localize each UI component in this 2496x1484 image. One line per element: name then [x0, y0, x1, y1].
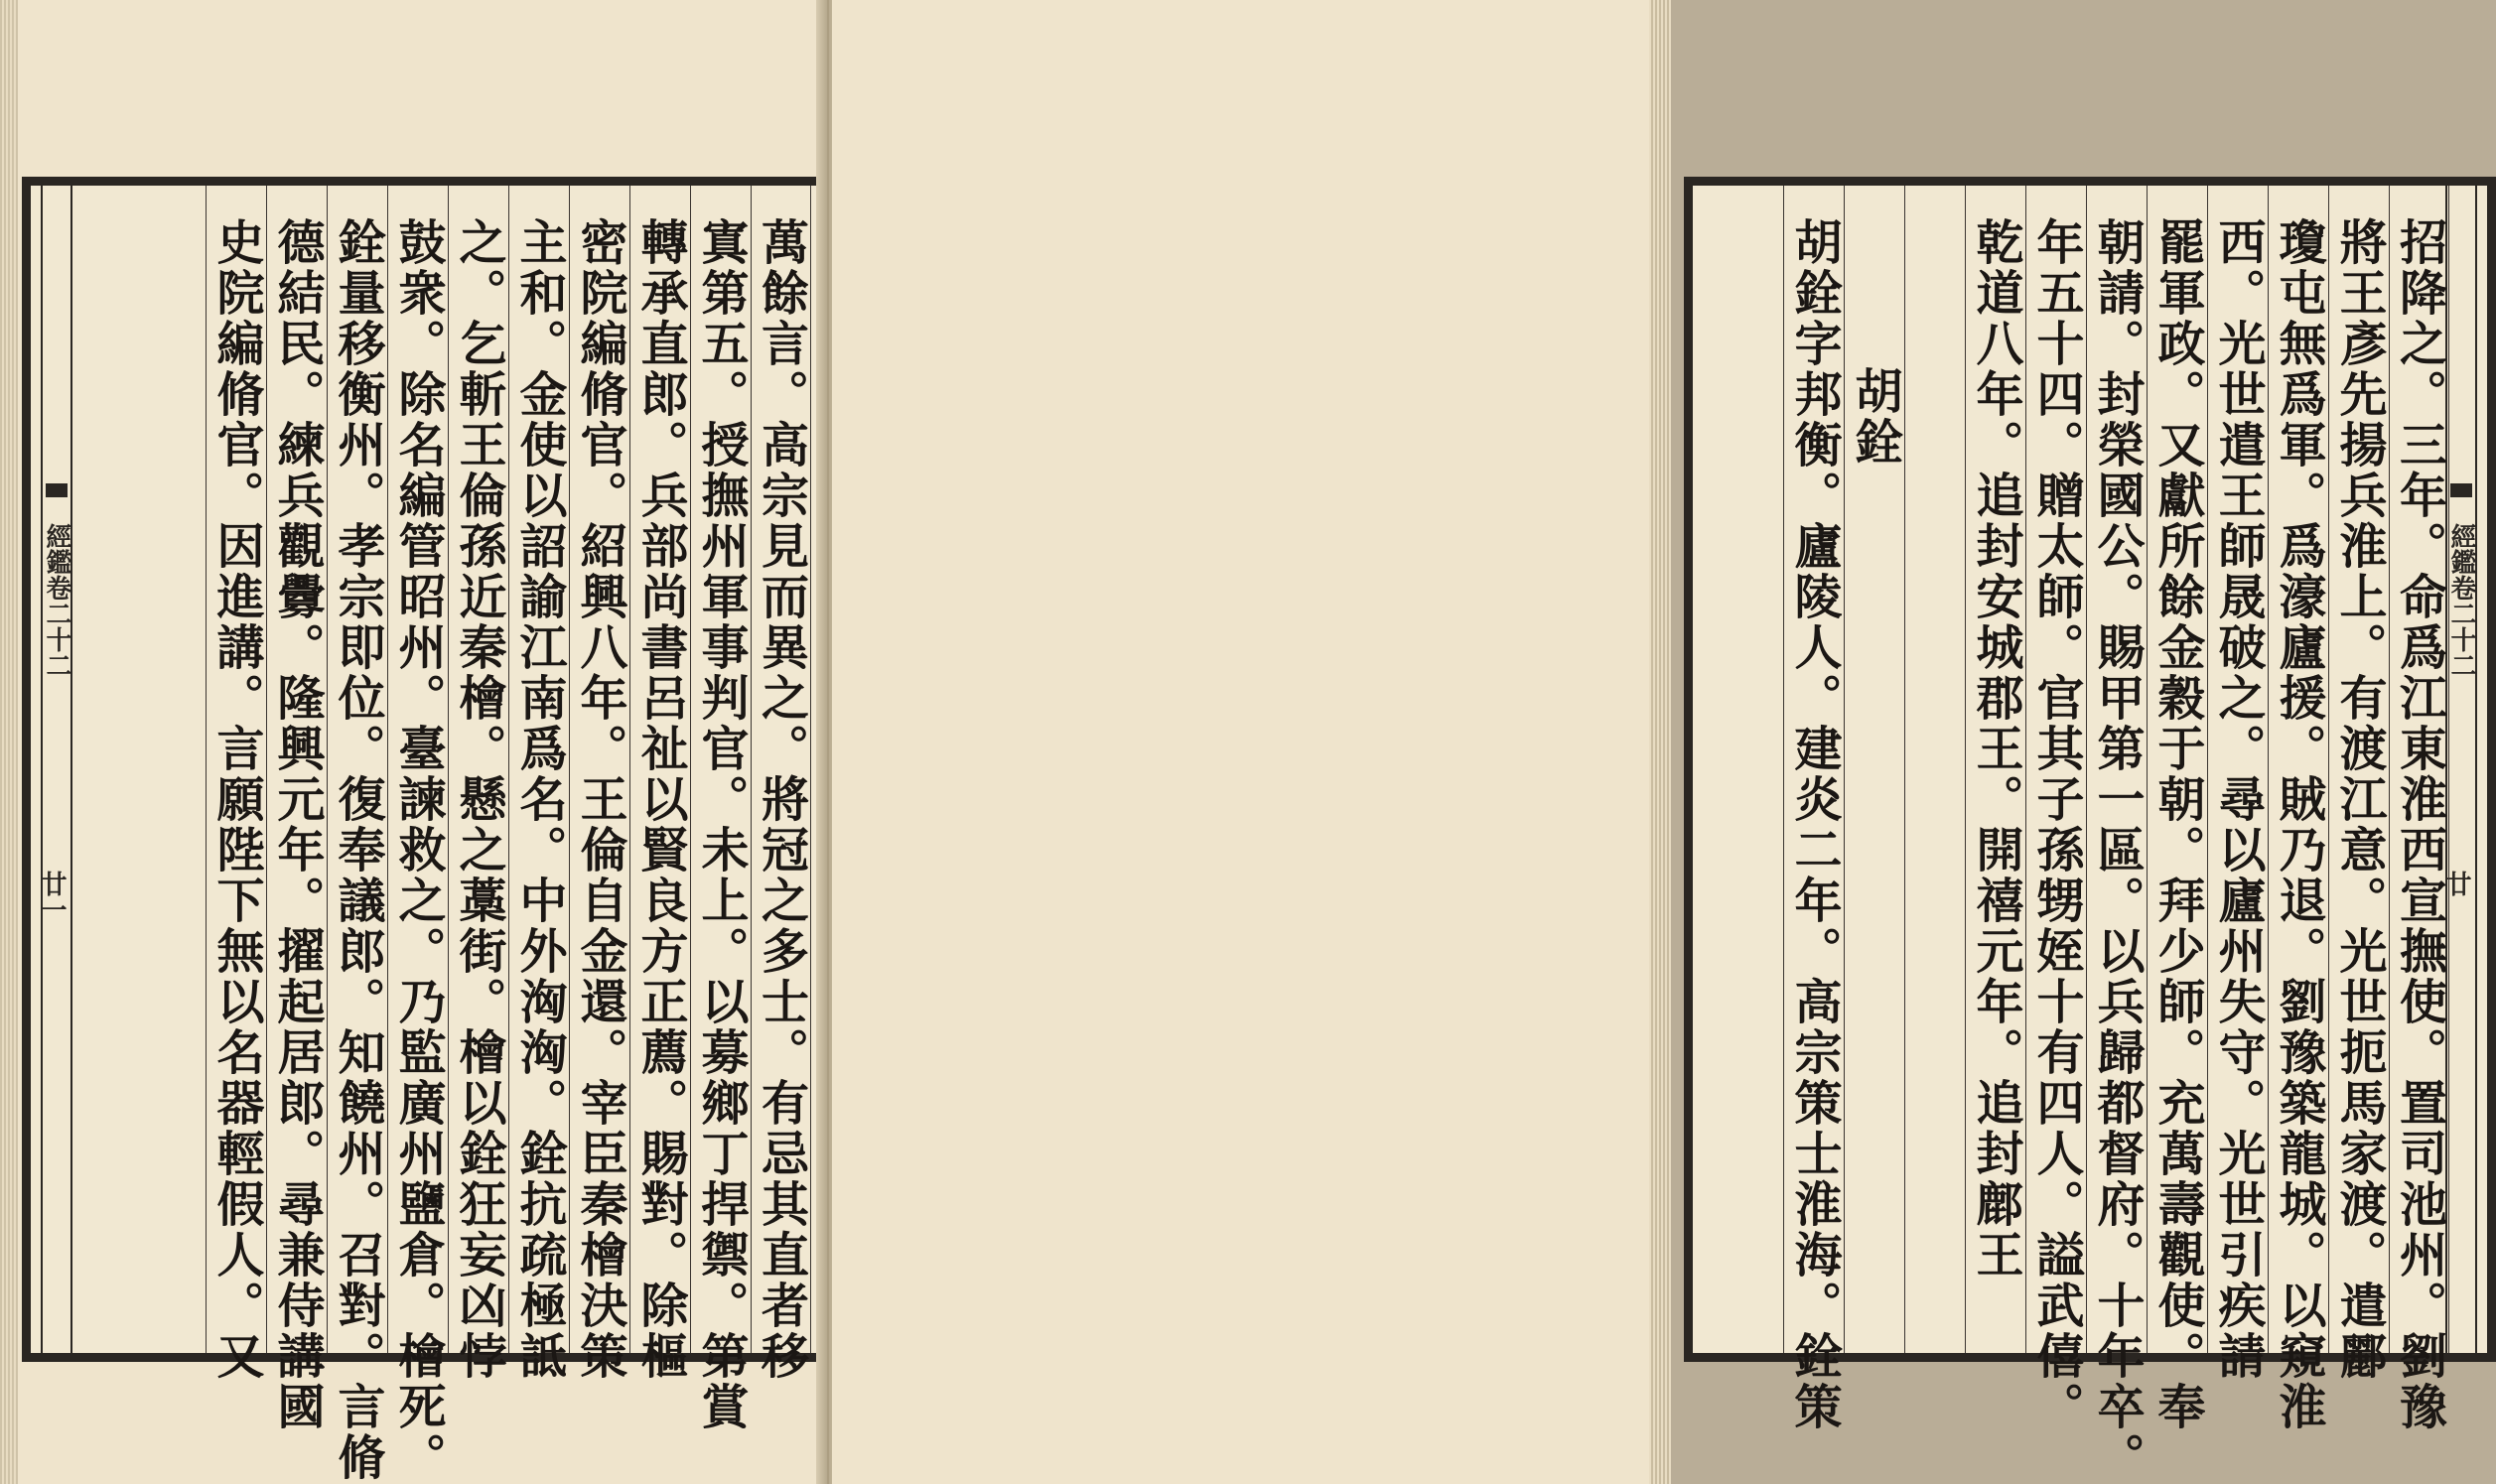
right-page [832, 0, 2476, 1484]
column-text: 乾道八年。追封安城郡王。開禧元年。追封鄜王 [1968, 217, 2023, 1281]
text-column [448, 186, 508, 1382]
right-margin-strip [2441, 186, 2477, 1353]
left-margin-title: 經鑑卷二十二 [42, 523, 71, 678]
text-column [327, 186, 387, 1483]
text-column [1783, 186, 1844, 1432]
left-text-frame [22, 177, 830, 1483]
column-text: 萬餘言。高宗見而異之。將冠之多士。有忌其直者移 [753, 217, 809, 1382]
fish-tail-mark [2450, 483, 2472, 497]
text-column [751, 186, 811, 1382]
right-page-number: 廿 [2441, 871, 2471, 896]
column-text: 胡銓字邦衡。廬陵人。建炎二年。高宗策士淮海。銓策 [1786, 217, 1842, 1432]
text-column [2147, 186, 2207, 1432]
text-column [2025, 186, 2086, 1432]
left-page [0, 0, 826, 1484]
text-column [2389, 186, 2449, 1432]
page-edge [0, 0, 18, 1484]
text-column [1844, 186, 1904, 1353]
column-text: 招降之。三年。命爲江東淮西宣撫使。置司池州。劉豫 [2391, 217, 2447, 1432]
text-column [1965, 186, 2025, 1353]
column-text: 罷軍政。又獻所餘金穀于朝。拜少師。充萬壽觀使。奉 [2149, 217, 2205, 1432]
right-text-frame [1684, 177, 2496, 1483]
left-columns [69, 186, 811, 1483]
column-text: 銓量移衡州。孝宗即位。復奉議郎。知饒州。召對。言脩 [330, 217, 385, 1483]
right-margin-title: 經鑑卷二十二 [2446, 523, 2476, 678]
column-text: 寘第五。授撫州軍事判官。未上。以募鄉丁捍禦。第賞 [693, 217, 749, 1432]
text-column [508, 186, 569, 1382]
text-column [1904, 186, 1965, 1353]
text-column [266, 186, 327, 1432]
text-column [206, 186, 266, 1382]
column-text: 瓊屯無爲軍。爲濠廬援。賊乃退。劉豫築龍城。以窺淮 [2271, 217, 2326, 1432]
column-text: 西。光世遣王師晟破之。尋以廬州失守。光世引疾請 [2210, 217, 2266, 1382]
column-text: 年五十四。贈太師。官其子孫甥姪十有四人。謚武僖。 [2028, 217, 2084, 1432]
text-column [569, 186, 629, 1382]
text-column [2328, 186, 2389, 1382]
text-column [2207, 186, 2268, 1382]
text-column [690, 186, 751, 1432]
column-text: 鼓衆。除名編管昭州。臺諫救之。乃監廣州鹽倉。檜死。 [390, 217, 446, 1483]
text-column [2268, 186, 2328, 1432]
column-text: 主和。金使以詔諭江南爲名。中外洶洶。銓抗疏極詆 [511, 217, 567, 1382]
right-columns [1703, 186, 2449, 1483]
text-column [629, 186, 690, 1382]
column-text: 密院編脩官。紹興八年。王倫自金還。宰臣秦檜決策 [572, 217, 627, 1382]
column-text: 轉承直郎。兵部尚書呂祉以賢良方正薦。賜對。除樞 [632, 217, 688, 1382]
column-text: 將王彥先揚兵淮上。有渡江意。光世扼馬家渡。遣酈 [2331, 217, 2387, 1382]
left-page-number: 廿一 [37, 871, 67, 922]
text-column [387, 186, 448, 1483]
column-text: 朝請。封榮國公。賜甲第一區。以兵歸都督府。十年卒。 [2089, 217, 2145, 1483]
column-text: 胡銓 [1847, 366, 1902, 468]
column-text: 德結民。練兵觀釁。隆興元年。擢起居郎。尋兼侍講國 [269, 217, 325, 1432]
page-edge [1649, 0, 1671, 1484]
text-column [2086, 186, 2147, 1483]
fish-tail-mark [46, 483, 68, 497]
column-text: 之。乞斬王倫孫近秦檜。懸之藁街。檜以銓狂妄凶悖 [451, 217, 506, 1382]
column-text: 史院編脩官。因進講。言願陛下無以名器輕假人。又 [208, 217, 264, 1382]
